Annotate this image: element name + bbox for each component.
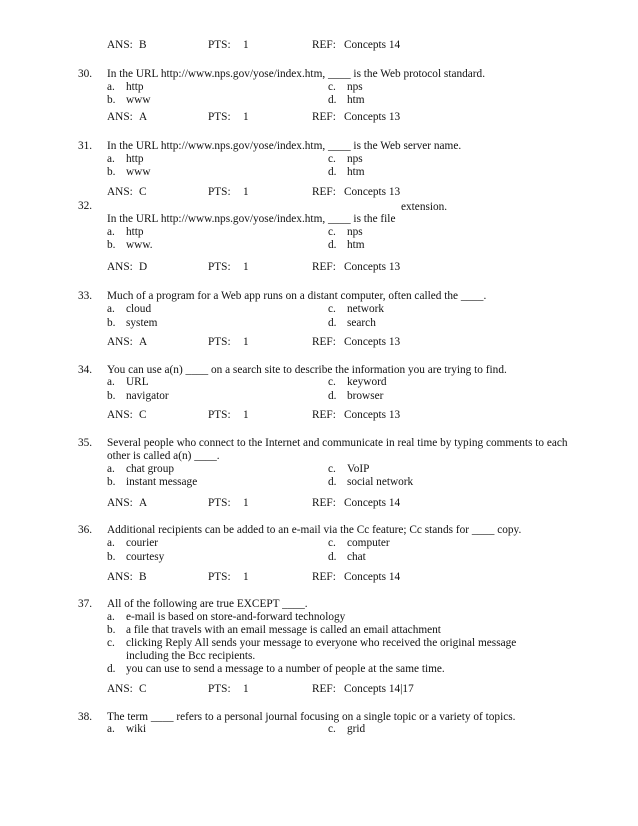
option-text: htm (347, 94, 365, 106)
ref-label: REF: (312, 409, 336, 421)
option-text: www. (126, 239, 153, 251)
ref-label: REF: (312, 683, 336, 695)
option-text: chat group (126, 463, 174, 475)
option-text: you can use to send a message to a number of people at the same time. (126, 663, 445, 675)
option-text: www (126, 166, 151, 178)
option-text: e-mail is based on store-and-forward technology (126, 611, 346, 623)
option-text: system (126, 317, 158, 329)
option-letter: d. (328, 390, 337, 402)
option-text-continued: including the Bcc recipients. (126, 650, 256, 662)
option-letter: d. (328, 166, 337, 178)
question-number: 37. (78, 598, 93, 610)
option-letter: a. (107, 153, 115, 165)
option-letter: a. (107, 226, 115, 238)
ref-value: Concepts 13 (344, 409, 401, 421)
ans-label: ANS: (107, 571, 133, 583)
pts-value: 1 (243, 39, 249, 51)
option-letter: d. (328, 317, 337, 329)
ans-value: D (139, 261, 148, 273)
ref-label: REF: (312, 39, 336, 51)
option-letter: c. (328, 376, 336, 388)
ref-label: REF: (312, 571, 336, 583)
ans-value: A (139, 111, 148, 123)
question-stem: Additional recipients can be added to an e-mail via the Cc feature; Cc stands for ____ copy. (107, 524, 522, 536)
ref-value: Concepts 14 (344, 497, 401, 509)
pts-label: PTS: (208, 261, 231, 273)
option-text: http (126, 81, 144, 93)
ref-label: REF: (312, 497, 336, 509)
ref-value: Concepts 14 (344, 39, 401, 51)
option-text: search (347, 317, 376, 329)
ref-value: Concepts 13 (344, 261, 401, 273)
pts-label: PTS: (208, 571, 231, 583)
option-letter: d. (328, 94, 337, 106)
option-text: chat (347, 551, 366, 563)
pts-value: 1 (243, 336, 249, 348)
ref-label: REF: (312, 186, 336, 198)
pts-label: PTS: (208, 111, 231, 123)
option-text: wiki (126, 723, 147, 735)
option-letter: c. (328, 463, 336, 475)
pts-value: 1 (243, 186, 249, 198)
question-number: 34. (78, 364, 93, 376)
option-letter: c. (328, 537, 336, 549)
question-stem-tail: extension. (401, 201, 448, 213)
ans-label: ANS: (107, 261, 133, 273)
option-text: URL (126, 376, 149, 388)
option-letter: b. (107, 166, 116, 178)
option-letter: a. (107, 81, 115, 93)
question-stem: Much of a program for a Web app runs on a distant computer, often called the ____. (107, 290, 487, 302)
option-text: instant message (126, 476, 198, 488)
option-text: keyword (347, 376, 387, 388)
ans-value: C (139, 186, 147, 198)
option-text: navigator (126, 390, 169, 402)
question-stem: All of the following are true EXCEPT ____. (107, 598, 308, 610)
pts-value: 1 (243, 497, 249, 509)
option-text: nps (347, 226, 363, 238)
option-text: htm (347, 239, 365, 251)
pts-label: PTS: (208, 39, 231, 51)
option-letter: d. (328, 239, 337, 251)
pts-value: 1 (243, 261, 249, 273)
option-letter: a. (107, 537, 115, 549)
question-stem-line2: other is called a(n) ____. (107, 450, 220, 462)
question-stem: In the URL http://www.nps.gov/yose/index.htm, ____ is the file (107, 213, 396, 225)
ans-value: B (139, 39, 147, 51)
question-stem: In the URL http://www.nps.gov/yose/index.htm, ____ is the Web server name. (107, 140, 462, 152)
ans-value: A (139, 497, 148, 509)
option-letter: b. (107, 94, 116, 106)
option-letter: a. (107, 376, 115, 388)
ans-value: C (139, 683, 147, 695)
option-letter: c. (107, 637, 115, 649)
option-text: grid (347, 723, 366, 735)
option-letter: c. (328, 723, 336, 735)
option-text: social network (347, 476, 414, 488)
ref-value: Concepts 13 (344, 336, 401, 348)
question-number: 35. (78, 437, 93, 449)
ref-label: REF: (312, 336, 336, 348)
ans-label: ANS: (107, 683, 133, 695)
pts-value: 1 (243, 111, 249, 123)
option-text: nps (347, 153, 363, 165)
option-text: http (126, 226, 144, 238)
option-letter: d. (328, 551, 337, 563)
ref-value: Concepts 14 (344, 571, 401, 583)
ref-label: REF: (312, 261, 336, 273)
ans-label: ANS: (107, 409, 133, 421)
option-letter: c. (328, 153, 336, 165)
question-stem: You can use a(n) ____ on a search site to describe the information you are trying to find. (107, 364, 507, 376)
ans-label: ANS: (107, 336, 133, 348)
option-letter: a. (107, 723, 115, 735)
option-text: nps (347, 81, 363, 93)
option-letter: b. (107, 390, 116, 402)
option-text: network (347, 303, 385, 315)
option-text: clicking Reply All sends your message to everyone who received the original message (126, 637, 517, 649)
option-letter: b. (107, 476, 116, 488)
option-text: courtesy (126, 551, 165, 563)
pts-label: PTS: (208, 186, 231, 198)
ans-value: A (139, 336, 148, 348)
pts-label: PTS: (208, 683, 231, 695)
option-letter: b. (107, 551, 116, 563)
ans-label: ANS: (107, 111, 133, 123)
question-number: 32. (78, 200, 93, 212)
option-text: http (126, 153, 144, 165)
option-letter: b. (107, 239, 116, 251)
ref-value: Concepts 13 (344, 111, 401, 123)
question-stem: In the URL http://www.nps.gov/yose/index.htm, ____ is the Web protocol standard. (107, 68, 486, 80)
option-letter: b. (107, 624, 116, 636)
ans-label: ANS: (107, 497, 133, 509)
option-letter: d. (107, 663, 116, 675)
ref-value: Concepts 13 (344, 186, 401, 198)
question-number: 31. (78, 140, 93, 152)
pts-label: PTS: (208, 409, 231, 421)
option-letter: d. (328, 476, 337, 488)
ans-value: C (139, 409, 147, 421)
ref-label: REF: (312, 111, 336, 123)
option-text: browser (347, 390, 384, 402)
option-text: www (126, 94, 151, 106)
question-stem: Several people who connect to the Internet and communicate in real time by typing comments to each (107, 437, 568, 449)
pts-value: 1 (243, 409, 249, 421)
option-letter: a. (107, 303, 115, 315)
option-text: a file that travels with an email message is called an email attachment (126, 624, 441, 636)
ans-label: ANS: (107, 186, 133, 198)
pts-value: 1 (243, 571, 249, 583)
option-letter: c. (328, 303, 336, 315)
option-letter: c. (328, 226, 336, 238)
option-letter: a. (107, 611, 115, 623)
ref-value: Concepts 14|17 (344, 683, 414, 695)
option-text: cloud (126, 303, 152, 315)
question-number: 30. (78, 68, 93, 80)
option-text: htm (347, 166, 365, 178)
pts-label: PTS: (208, 336, 231, 348)
option-text: VoIP (347, 463, 370, 475)
question-number: 36. (78, 524, 93, 536)
ans-label: ANS: (107, 39, 133, 51)
option-text: computer (347, 537, 390, 549)
option-letter: b. (107, 317, 116, 329)
question-number: 33. (78, 290, 93, 302)
question-number: 38. (78, 711, 93, 723)
pts-label: PTS: (208, 497, 231, 509)
ans-value: B (139, 571, 147, 583)
pts-value: 1 (243, 683, 249, 695)
option-text: courier (126, 537, 158, 549)
option-letter: c. (328, 81, 336, 93)
question-stem: The term ____ refers to a personal journal focusing on a single topic or a variety of topics. (107, 711, 516, 723)
option-letter: a. (107, 463, 115, 475)
